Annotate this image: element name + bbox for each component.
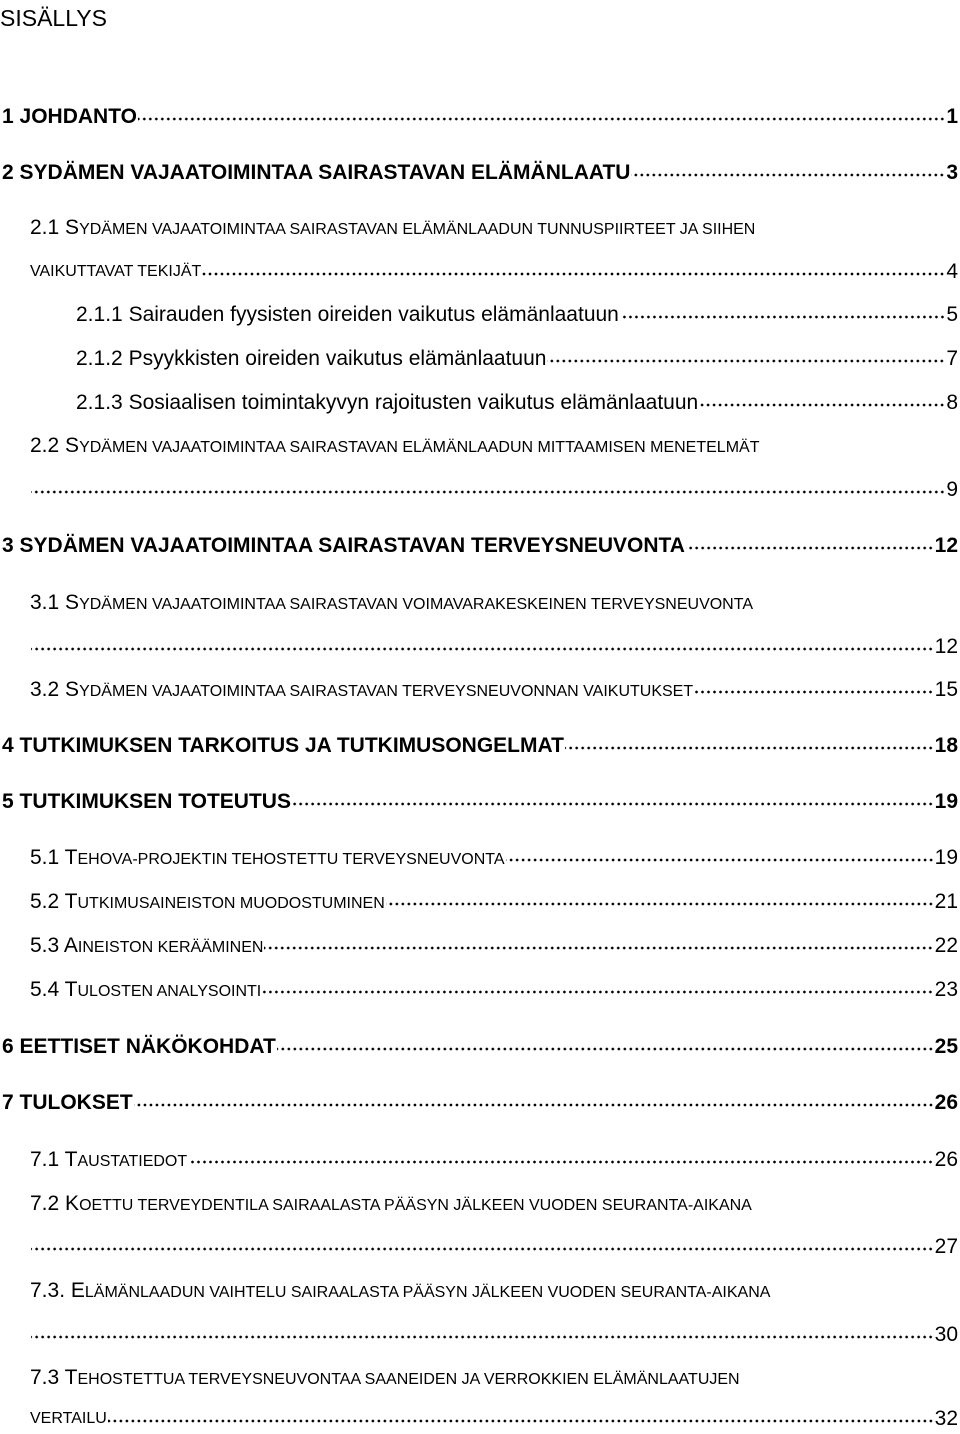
- toc-entry[interactable]: 7.3. ELÄMÄNLAADUN VAIHTELU SAIRAALASTA PÄÄSYN JÄLKEEN VUODEN SEURANTA-AIKANA: [30, 1279, 771, 1302]
- page-number: 12: [934, 534, 958, 557]
- toc-entry[interactable]: 2.1.1 Sairauden fyysisten oireiden vaikutus elämänlaatuun 5: [76, 303, 958, 326]
- page-number: 15: [934, 678, 958, 701]
- dot-leader: [31, 646, 934, 652]
- page-number: 27: [934, 1235, 958, 1258]
- dot-leader: [694, 689, 934, 695]
- dot-leader: [699, 402, 945, 408]
- toc-entry[interactable]: 4 TUTKIMUKSEN TARKOITUS JA TUTKIMUSONGELMAT 18: [2, 734, 958, 757]
- toc-entry[interactable]: 5.4 TULOSTEN ANALYSOINTI 23: [30, 978, 958, 1001]
- page-number: 3: [946, 161, 958, 184]
- toc-entry[interactable]: 2 SYDÄMEN VAJAATOIMINTAA SAIRASTAVAN ELÄMÄNLAATU 3: [2, 161, 958, 184]
- toc-entry-continuation[interactable]: [30, 632, 958, 662]
- dot-leader: [138, 116, 945, 122]
- toc-entry[interactable]: 2.1.3 Sosiaalisen toimintakyvyn rajoitusten vaikutus elämänlaatuun 8: [76, 391, 958, 414]
- toc-entry[interactable]: 3 SYDÄMEN VAJAATOIMINTAA SAIRASTAVAN TERVEYSNEUVONTA 12: [2, 534, 958, 557]
- toc-entry[interactable]: 7.2 KOETTU TERVEYDENTILA SAIRAALASTA PÄÄSYN JÄLKEEN VUODEN SEURANTA-AIKANA: [30, 1192, 752, 1215]
- toc-entry[interactable]: 7.1 TAUSTATIEDOT 26: [30, 1148, 958, 1171]
- page-number: 12: [934, 635, 958, 658]
- toc-entry[interactable]: 3.2 SYDÄMEN VAJAATOIMINTAA SAIRASTAVAN TERVEYSNEUVONNAN VAIKUTUKSET 15: [30, 678, 958, 701]
- page-number: 1: [946, 105, 958, 128]
- toc-entry-continuation[interactable]: [30, 1320, 958, 1350]
- toc-entry[interactable]: 5 TUTKIMUKSEN TOTEUTUS 19: [2, 790, 958, 813]
- dot-leader: [631, 172, 945, 178]
- page-number: 25: [934, 1035, 958, 1058]
- page-number: 4: [946, 260, 958, 283]
- toc-entry[interactable]: 5.3 AINEISTON KERÄÄMINEN 22: [30, 934, 958, 957]
- page-number: 7: [946, 347, 958, 370]
- toc-entry-continuation[interactable]: VERTAILU 32: [30, 1407, 958, 1430]
- dot-leader: [506, 857, 934, 863]
- page-number: 30: [934, 1323, 958, 1346]
- page-number: 23: [934, 978, 958, 1001]
- dot-leader: [620, 314, 945, 320]
- dot-leader: [264, 945, 933, 951]
- toc-entry[interactable]: 6 EETTISET NÄKÖKOHDAT 25: [2, 1035, 958, 1058]
- page-title: SISÄLLYS: [0, 5, 107, 31]
- toc-entry[interactable]: 5.1 TEHOVA-PROJEKTIN TEHOSTETTU TERVEYSNEUVONTA 19: [30, 846, 958, 869]
- dot-leader: [31, 1246, 934, 1252]
- toc-entry-continuation[interactable]: [30, 475, 958, 505]
- page-number: 19: [934, 846, 958, 869]
- dot-leader: [292, 801, 934, 807]
- page-number: 26: [934, 1091, 958, 1114]
- dot-leader: [31, 1334, 934, 1340]
- dot-leader: [386, 901, 934, 907]
- toc-entry[interactable]: 3.1 SYDÄMEN VAJAATOIMINTAA SAIRASTAVAN VOIMAVARAKESKEINEN TERVEYSNEUVONTA: [30, 591, 753, 614]
- dot-leader: [134, 1102, 934, 1108]
- page-number: 22: [934, 934, 958, 957]
- page-number: 5: [946, 303, 958, 326]
- toc-entry[interactable]: 7.3 TEHOSTETTUA TERVEYSNEUVONTAA SAANEIDEN JA VERROKKIEN ELÄMÄNLAATUJEN: [30, 1366, 740, 1389]
- page-number: 8: [946, 391, 958, 414]
- page-number: 26: [934, 1148, 958, 1171]
- toc-entry[interactable]: 1 JOHDANTO 1: [2, 105, 958, 128]
- page-number: 19: [934, 790, 958, 813]
- toc-entry[interactable]: 5.2 TUTKIMUSAINEISTON MUODOSTUMINEN 21: [30, 890, 958, 913]
- toc-entry[interactable]: 7 TULOKSET 26: [2, 1091, 958, 1114]
- toc-entry[interactable]: 2.1.2 Psyykkisten oireiden vaikutus elämänlaatuun 7: [76, 347, 958, 370]
- toc-entry[interactable]: 2.2 SYDÄMEN VAJAATOIMINTAA SAIRASTAVAN ELÄMÄNLAADUN MITTAAMISEN MENETELMÄT: [30, 434, 760, 457]
- dot-leader: [202, 271, 945, 277]
- page-number: 9: [946, 478, 958, 501]
- dot-leader: [277, 1046, 934, 1052]
- dot-leader: [565, 745, 934, 751]
- dot-leader: [108, 1418, 934, 1424]
- toc-entry-continuation[interactable]: VAIKUTTAVAT TEKIJÄT 4: [30, 260, 958, 283]
- page-number: 21: [934, 890, 958, 913]
- page-number: 18: [934, 734, 958, 757]
- dot-leader: [547, 358, 945, 364]
- toc-entry[interactable]: 2.1 SYDÄMEN VAJAATOIMINTAA SAIRASTAVAN ELÄMÄNLAADUN TUNNUSPIIRTEET JA SIIHEN: [30, 216, 756, 239]
- dot-leader: [686, 545, 934, 551]
- dot-leader: [31, 489, 945, 495]
- dot-leader: [188, 1159, 934, 1165]
- dot-leader: [262, 989, 933, 995]
- page-number: 32: [934, 1407, 958, 1430]
- toc-entry-continuation[interactable]: [30, 1232, 958, 1262]
